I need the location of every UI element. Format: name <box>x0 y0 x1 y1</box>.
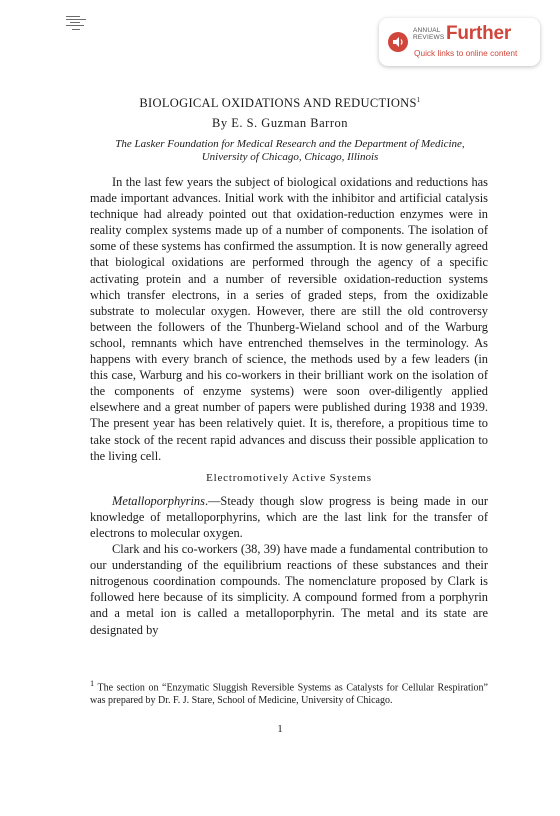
author-affiliation <box>90 138 490 164</box>
badge-text-group <box>413 22 535 62</box>
title-footnote-mark: 1 <box>416 96 421 104</box>
annual-reviews-speaker-icon <box>388 32 408 52</box>
badge-brand-line2: REVIEWS <box>413 34 445 41</box>
badge-brand-line1: ANNUAL <box>413 27 441 34</box>
badge-subtitle: Quick links to online content <box>414 48 518 58</box>
article-title-text: BIOLOGICAL OXIDATIONS AND REDUCTIONS <box>139 96 417 110</box>
intro-paragraph: In the last few years the subject of biological oxidations and reductions has made important advances. Initial work with the inhibitor and artificial catalysis technique had already pointed out that oxidation-reduction enzymes were in reality complex systems made up of a number of components. The isolation of some of these systems has confirmed the assumption. It is now generally agreed that biological oxidations are performed through the agency of a specific activating protein and a number of reversible oxidation-reduction systems which transfer electrons, in a series of graded steps, from the oxidizable substrate to molecular oxygen. However, there are still the old controversy between the followers of the Thunberg-Wieland school and of the Warburg school, remnants which have entrenched themselves in the terminology. As happens with every branch of science, the methods used by a few leaders (in this case, Warburg and his co-workers in their brilliant work on the isolation of the components of enzyme systems) were soon over-diligently applied elsewhere and a great number of papers were published during 1938 and 1939. The present year has been relatively quiet. It is, therefore, a propitious time to take stock of the recent rapid advances and discuss their possible application to the living cell. <box>90 175 488 463</box>
badge-brand-name <box>413 27 444 41</box>
badge-further-label: Further <box>446 23 512 44</box>
page-number: 1 <box>277 723 283 735</box>
footnote-text: The section on “Enzymatic Sluggish Reversible Systems as Catalysts for Cellular Respiration” was prepared by Dr. F. J. Stare, School of Medicine, University of Chicago. <box>90 682 488 706</box>
affiliation-line-2: University of Chicago, Chicago, Illinois <box>201 151 379 163</box>
footnote-mark: 1 <box>90 679 95 688</box>
footnote <box>90 678 488 707</box>
section-heading: Electromotively Active Systems <box>206 471 372 484</box>
metalloporphyrins-paragraph <box>90 493 488 541</box>
subsection-text: .—Steady though slow progress is being made in our knowledge of metalloporphyrins, which are the last link for the transfer of electrons to molecular oxygen. <box>90 493 488 540</box>
article-author: By E. S. Guzman Barron <box>212 116 348 130</box>
affiliation-line-1: The Lasker Foundation for Medical Research and the Department of Medicine, <box>115 138 465 150</box>
subsection-heading: Metalloporphyrins <box>112 493 205 508</box>
article-title <box>0 96 560 111</box>
scan-artifact-mark <box>66 14 90 40</box>
article-body <box>90 174 488 638</box>
clark-paragraph: Clark and his co-workers (38, 39) have made a fundamental contribution to our understanding of the equilibrium reactions of these substances and their nitrogenous coordination compounds. The nomenclature proposed by Clark is followed here because of its simplicity. A compound formed from a porphyrin and a metal ion is called a metalloporphyrin. The metal and its state are designated by <box>90 542 488 637</box>
further-links-badge[interactable] <box>379 18 540 66</box>
